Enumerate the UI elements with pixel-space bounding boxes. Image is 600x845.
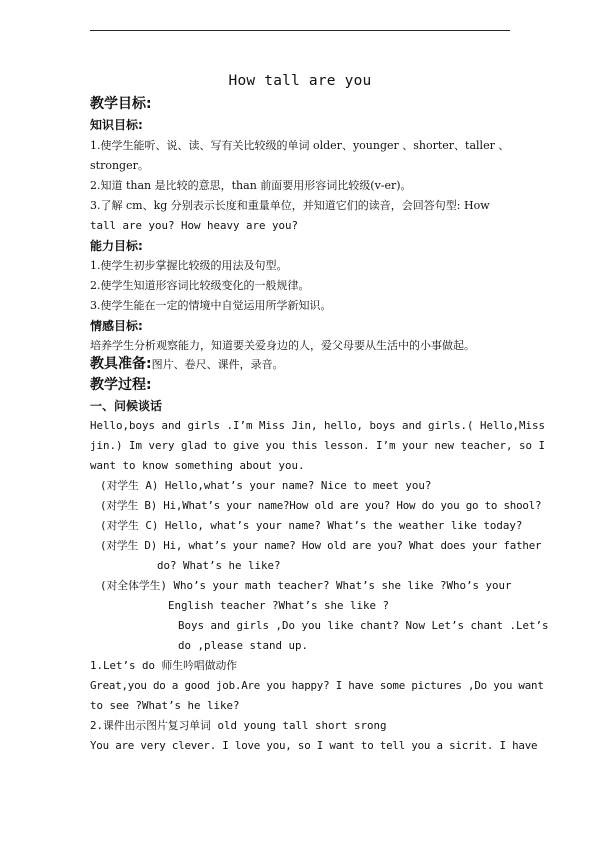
knowledge-line: tall are you? How heavy are you? [90,219,299,232]
tools-heading: 教具准备: [90,356,152,372]
tools-row [90,356,284,373]
knowledge-line: 2.知道 than 是比较的意思，than 前面要用形容词比较级(v-er)。 [90,179,412,192]
dialog-line: English teacher ?What’s she like ? [168,599,390,612]
tools-text: 图片、卷尺、课件，录音。 [151,358,284,371]
step2-line: You are very clever. I love you, so I want to tell you a sicrit. I have [90,739,538,752]
greeting-line: Hello,boys and girls .I’m Miss Jin, hello, boys and girls.( Hello,Miss [90,419,546,432]
ability-line: 3.使学生能在一定的情境中自觉运用所学新知识。 [90,299,332,312]
dialog-line: do ,please stand up. [178,639,309,652]
step1-line: Great,you do a good job.Are you happy? I have some pictures ,Do you want [90,679,544,692]
knowledge-heading: 知识目标: [90,118,143,132]
step1-line: to see ?What’s he like? [90,699,240,712]
knowledge-line: stronger。 [90,159,149,172]
dialog-line: (对学生 C) Hello, what’s your name? What’s the weather like today? [100,519,523,532]
knowledge-line: 1.使学生能听、说、读、写有关比较级的单词 older、younger 、shorter、taller 、 [90,139,510,152]
objectives-heading: 教学目标: [90,96,152,112]
emotion-line: 培养学生分析观察能力，知道要关爱身边的人，爱父母要从生活中的小事做起。 [90,339,475,352]
dialog-line: do? What’s he like? [157,559,281,572]
greeting-heading: 一、问候谈话 [90,399,163,413]
knowledge-line: 3.了解 cm、kg 分别表示长度和重量单位，并知道它们的读音，会回答句型: How [90,199,490,212]
top-rule [90,30,510,31]
greeting-line: want to know something about you. [90,459,305,472]
greeting-line: jin.) Im very glad to give you this lesson. I’m your new teacher, so I [90,439,546,452]
step1-heading: 1.Let’s do 师生吟唱做动作 [90,659,238,672]
step2-heading: 2.课件出示图片复习单词 old young tall short srong [90,719,387,732]
process-heading: 教学过程: [90,377,152,393]
dialog-line: (对学生 A) Hello,what’s your name? Nice to meet you? [100,479,432,492]
ability-heading: 能力目标: [90,239,143,253]
ability-line: 1.使学生初步掌握比较级的用法及句型。 [90,259,288,272]
dialog-line: (对学生 D) Hi, what’s your name? How old are you? What does your father [100,539,542,552]
ability-line: 2.使学生知道形容词比较级变化的一般规律。 [90,279,310,292]
lesson-title: How tall are you [228,73,372,89]
dialog-line: Boys and girls ,Do you like chant? Now Let’s chant .Let’s [178,619,549,632]
dialog-line: (对全体学生) Who’s your math teacher? What’s she like ?Who’s your [100,579,512,592]
dialog-line: (对学生 B) Hi,What’s your name?How old are you? How do you go to shool? [100,499,542,512]
emotion-heading: 情感目标: [90,319,143,333]
